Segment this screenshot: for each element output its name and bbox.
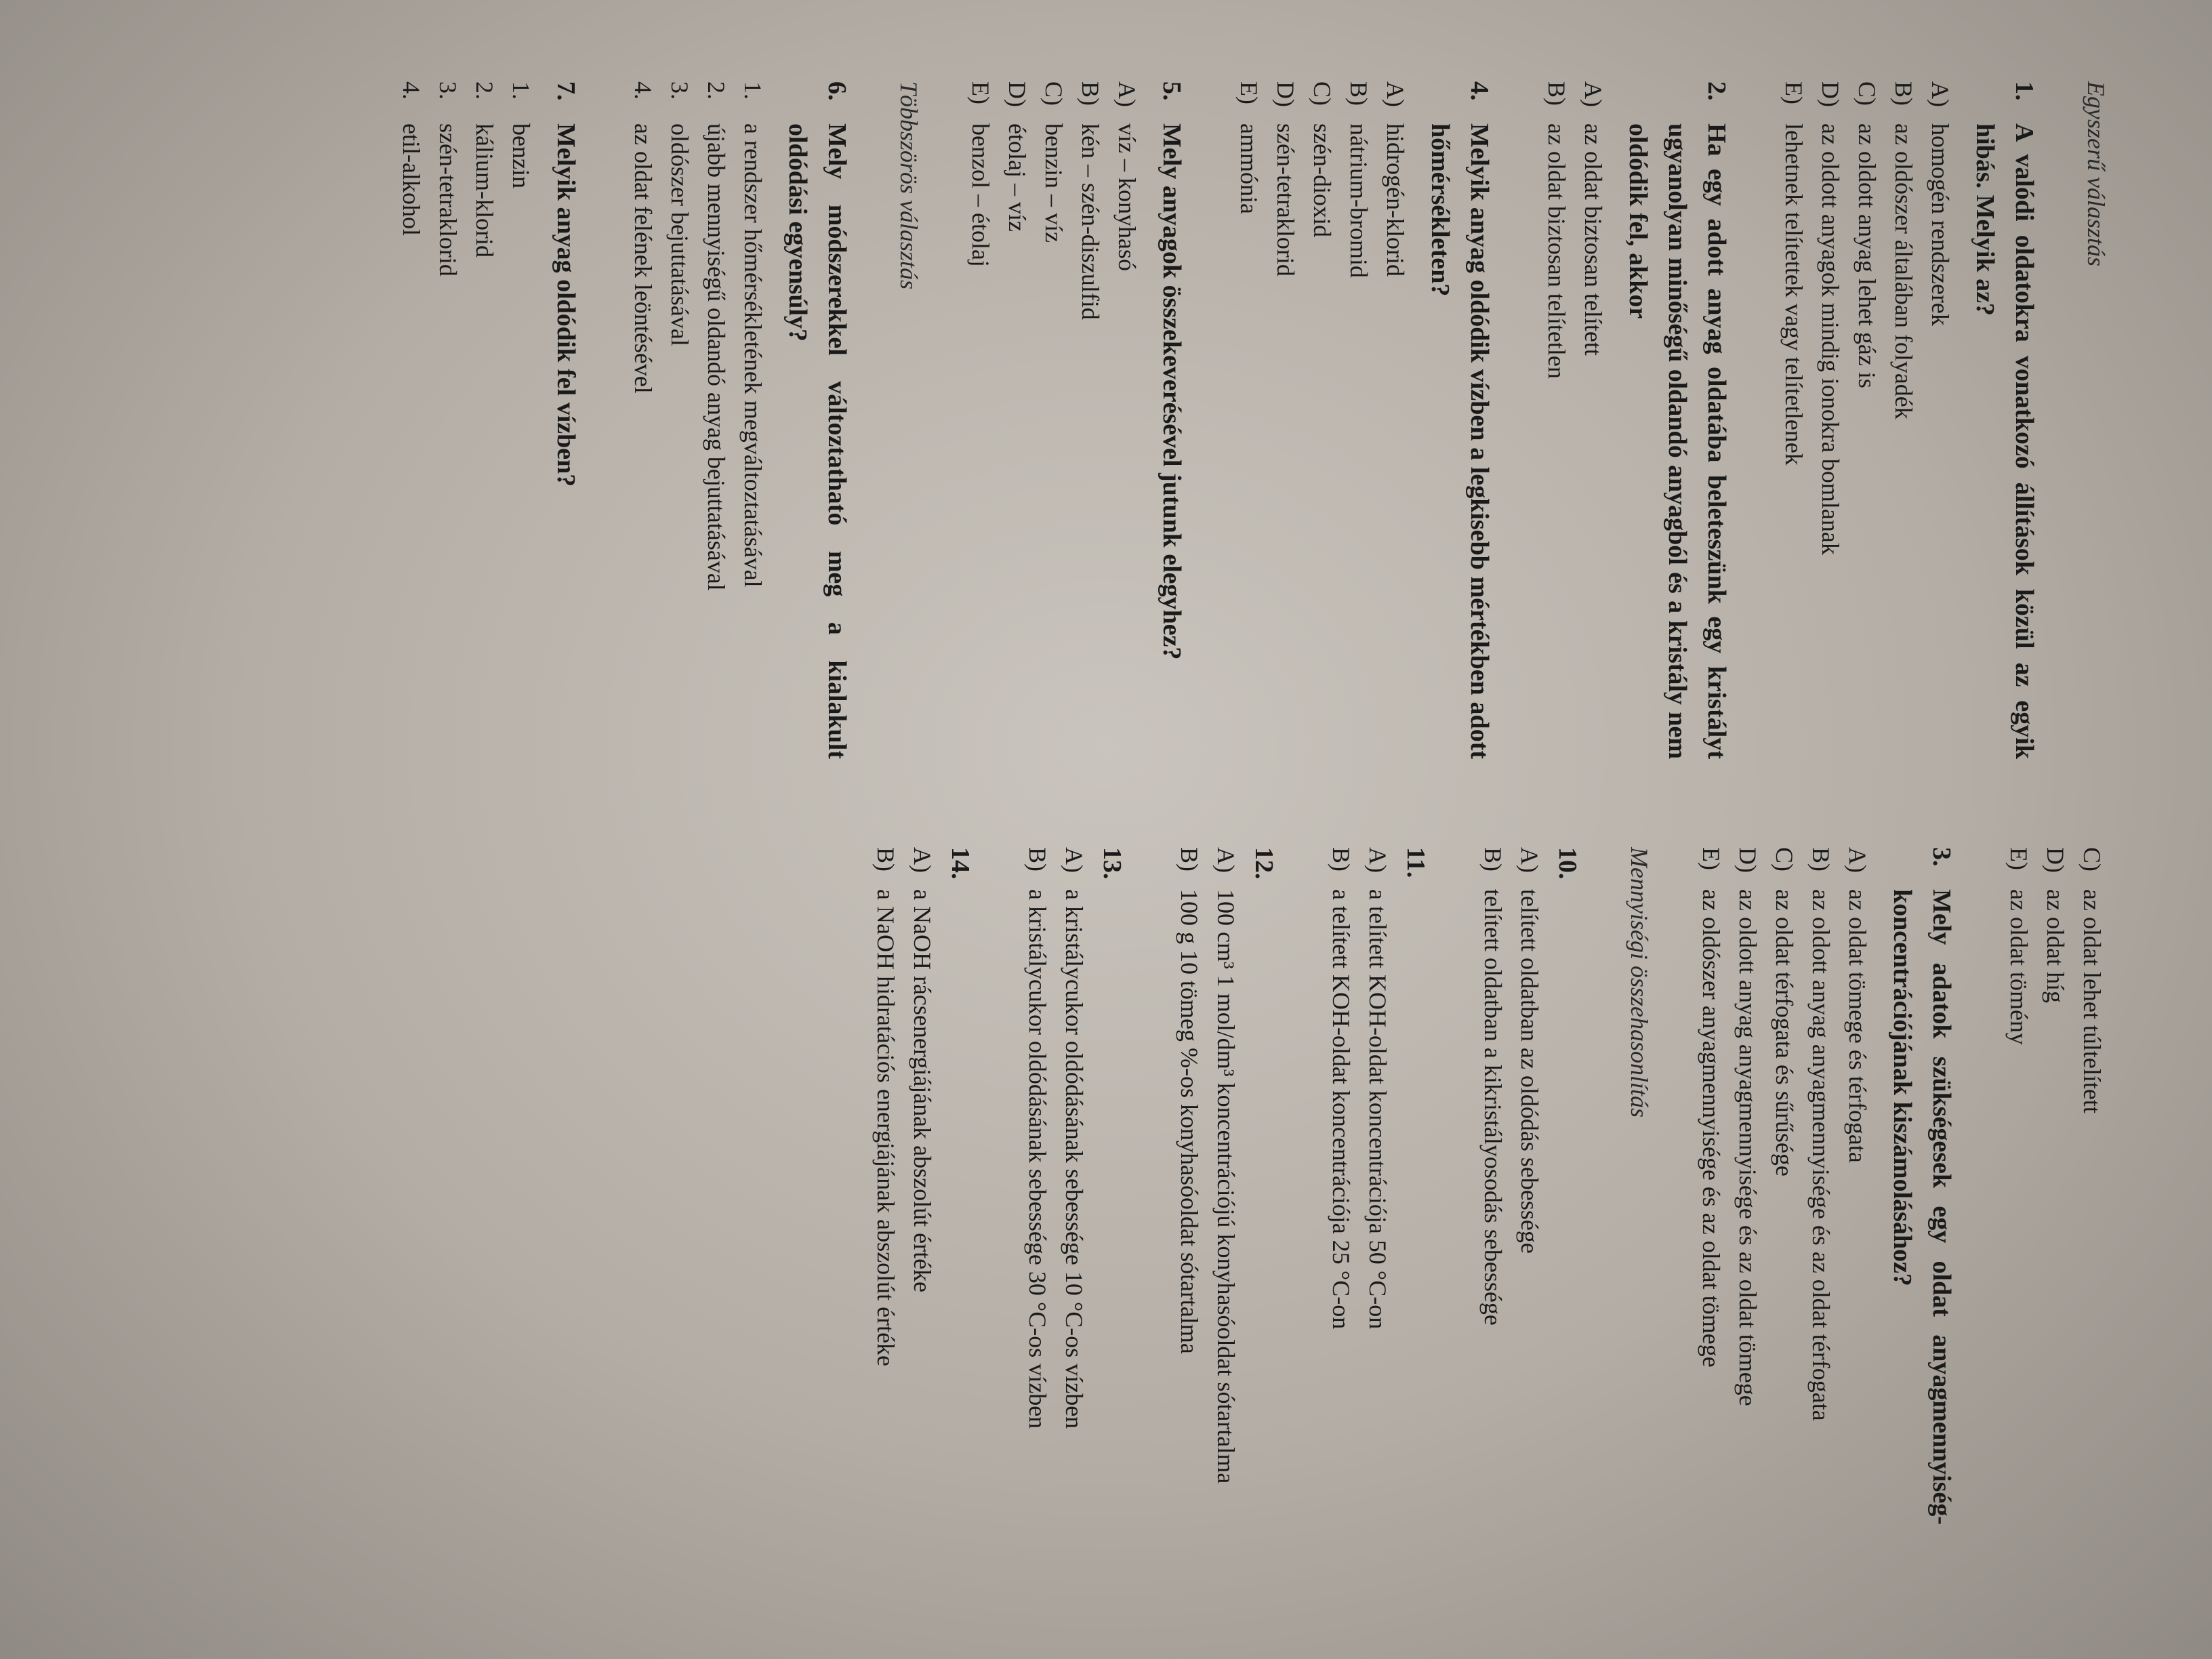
answer-option: C) az oldat térfogata és sűrűsége xyxy=(1771,847,1798,1176)
answer-option: B) a kristálycukor oldódásának sebessége 30 °C-os vízben xyxy=(1024,847,1051,1429)
answer-option: E) az oldószer anyagmennyisége és az oldat tömege xyxy=(1698,847,1725,1368)
answer-option: E) benzol – étolaj xyxy=(967,81,994,267)
question-11 xyxy=(1323,847,1435,1525)
section-title-multiple-choice: Többszörös választás xyxy=(895,81,922,290)
answer-option: E) ammónia xyxy=(1235,81,1263,214)
answer-option: C) benzin – víz xyxy=(1040,81,1067,243)
answer-option: D) étolaj – víz xyxy=(1004,81,1031,232)
question-number: 14. xyxy=(946,847,975,880)
question-number: 10. xyxy=(1553,847,1582,880)
question-number: 2. xyxy=(1702,81,1731,101)
answer-option: B) az oldott anyag anyagmennyisége és az oldat térfogata xyxy=(1807,847,1835,1421)
answer-option: B) kén – szén-diszulfid xyxy=(1077,81,1104,320)
question-number: 5. xyxy=(1158,81,1186,101)
answer-option: D) az oldott anyag anyagmennyisége és az oldat tömege xyxy=(1734,847,1761,1406)
question-text: Melyik anyag oldódik vízben a legkisebb mértékben adott hőmérsékleten? xyxy=(1426,123,1494,759)
answer-option: 3. oldószer bejuttatásával xyxy=(666,81,693,346)
answer-option: 2. kálium-klorid xyxy=(471,81,498,258)
answer-option: D) szén-tetraklorid xyxy=(1272,81,1299,276)
answer-option: 1. a rendszer hőmérsékletének megváltoztatásával xyxy=(739,81,766,588)
answer-option: A) az oldat tömege és térfogata xyxy=(1844,847,1871,1163)
section-title-single-choice: Egyszerű választás xyxy=(2083,81,2110,266)
answer-option: 2. újabb mennyiségű oldandó anyag bejuttatásával xyxy=(703,81,730,591)
question-13 xyxy=(1019,847,1132,1525)
answer-option: B) 100 g 10 tömeg %-os konyhasóoldat sótartalma xyxy=(1176,847,1203,1354)
answer-option: E) az oldat tömény xyxy=(2005,847,2032,1045)
question-number: 11. xyxy=(1401,847,1430,878)
answer-option: A) hidrogén-klorid xyxy=(1382,81,1409,276)
answer-option: 4. az oldat felének leöntésével xyxy=(630,81,657,394)
answer-option: D) az oldat híg xyxy=(2042,847,2069,1003)
answer-option: A) telített oldatban az oldódás sebessége xyxy=(1516,847,1543,1254)
answer-option: A) a kristálycukor oldódásának sebessége 10 °C-os vízben xyxy=(1061,847,1088,1429)
left-column xyxy=(354,81,2110,759)
question-2 xyxy=(1538,81,1736,759)
question-text: Melyik anyag oldódik fel vízben? xyxy=(552,123,580,487)
question-number: 7. xyxy=(552,81,580,101)
question-number: 12. xyxy=(1250,847,1278,880)
question-number: 1. xyxy=(2010,81,2039,101)
answer-option: 3. szén-tetraklorid xyxy=(434,81,462,276)
question-text: A valódi oldatokra vonatkozó állítások közül az egyik hibás. Melyik az? xyxy=(1971,123,2039,759)
answer-option: C) az oldott anyag lehet gáz is xyxy=(1853,81,1881,388)
answer-option: A) a telített KOH-oldat koncentrációja 50 °C-on xyxy=(1364,847,1391,1330)
answer-option: B) a NaOH hidratációs energiájának abszolút értéke xyxy=(872,847,899,1367)
question-1 xyxy=(1776,81,2044,759)
question-14 xyxy=(867,847,980,1525)
question-number: 4. xyxy=(1465,81,1494,101)
answer-option: 4. etil-alkohol xyxy=(398,81,425,236)
question-3 xyxy=(1693,847,1961,1525)
right-column xyxy=(828,847,2110,1525)
question-text: Mely módszerekkel változtatható meg a kialakult oldódási egyensúly? xyxy=(783,123,851,759)
answer-option: A) homogén rendszerek xyxy=(1927,81,1954,326)
answer-option: B) telített oldatban a kikristályosodás sebessége xyxy=(1479,847,1507,1326)
answer-option: A) 100 cm³ 1 mol/dm³ koncentrációjú konyhasóoldat sótartalma xyxy=(1212,847,1240,1484)
question-10 xyxy=(1475,847,1587,1525)
question-7 xyxy=(393,81,586,759)
question-number: 6. xyxy=(823,81,851,101)
answer-option: B) nátrium-bromid xyxy=(1345,81,1372,278)
question-2-continued xyxy=(2001,847,2110,1525)
answer-option: A) az oldat biztosan telített xyxy=(1580,81,1607,356)
answer-option: E) lehetnek telítettek vagy telítetlenek xyxy=(1780,81,1807,466)
answer-option: A) a NaOH rácsenergiájának abszolút értéke xyxy=(909,847,936,1293)
answer-option: 1. benzin xyxy=(508,81,535,188)
question-text: Mely anyagok összekeverésével jutunk elegyhez? xyxy=(1158,123,1186,660)
question-6 xyxy=(625,81,857,759)
answer-option: C) az oldat lehet túltelített xyxy=(2078,847,2106,1113)
question-text: Ha egy adott anyag oldatába beleteszünk egy kristályt ugyanolyan minőségű oldandó anyagból és a kristály nem oldódik fel, akkor xyxy=(1624,123,1731,759)
answer-option: B) az oldat biztosan telítetlen xyxy=(1543,81,1570,379)
question-number: 13. xyxy=(1098,847,1126,880)
answer-option: C) szén-dioxid xyxy=(1309,81,1336,237)
answer-option: B) az oldószer általában folyadék xyxy=(1890,81,1917,419)
question-5 xyxy=(962,81,1191,759)
question-4 xyxy=(1231,81,1499,759)
question-12 xyxy=(1171,847,1284,1525)
question-text: Mely adatok szükségesek egy oldat anyagmennyiség-koncentrációjának kiszámolásához? xyxy=(1888,889,1956,1525)
question-number: 3. xyxy=(1927,847,1956,867)
section-title-comparison: Mennyiségi összehasonlítás xyxy=(1626,847,1653,1118)
answer-option: B) a telített KOH-oldat koncentrációja 25 °C-on xyxy=(1328,847,1355,1330)
answer-option: D) az oldott anyagok mindig ionokra bomlanak xyxy=(1817,81,1844,555)
answer-option: A) víz – konyhasó xyxy=(1113,81,1141,271)
